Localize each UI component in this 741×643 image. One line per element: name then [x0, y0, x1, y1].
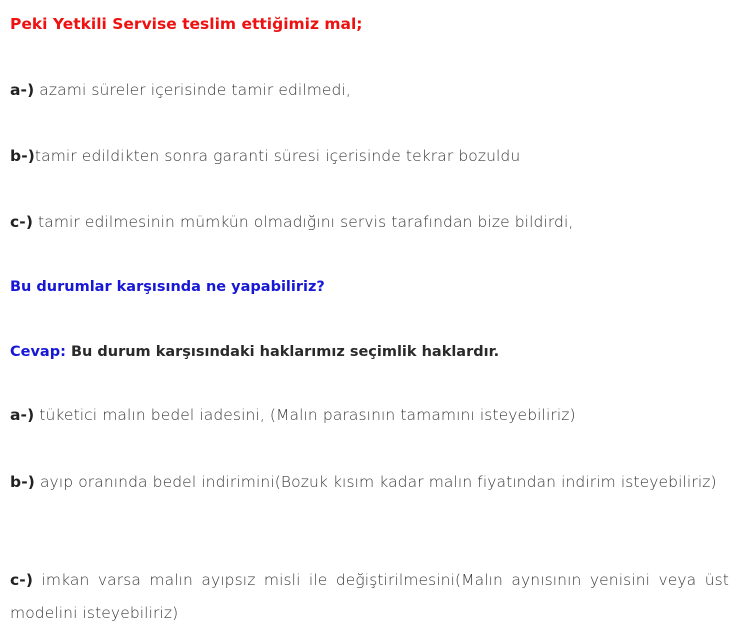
condition-text-c: tamir edilmesinin mümkün olmadığını servis tarafından bize bildirdi,	[33, 213, 574, 231]
right-text-c: imkan varsa malın ayıpsız misli ile değiştirilmesini(Malın aynısının yenisini veya üst modelini isteyebiliriz)	[10, 571, 729, 622]
right-item-a	[10, 399, 729, 432]
right-marker-c: c-)	[10, 571, 34, 589]
condition-item-b	[10, 140, 729, 173]
right-marker-b: b-)	[10, 473, 35, 491]
right-text-b: ayıp oranında bedel indirimini(Bozuk kısım kadar malın fiyatından indirim isteyebiliriz)	[34, 473, 717, 491]
condition-text-b: tamir edildikten sonra garanti süresi içerisinde tekrar bozuldu	[34, 147, 521, 165]
condition-item-c	[10, 206, 729, 239]
condition-item-a	[10, 74, 729, 107]
condition-marker-a: a-)	[10, 81, 35, 99]
condition-marker-b: b-)	[10, 147, 35, 165]
section-heading: Peki Yetkili Servise teslim ettiğimiz mal;	[10, 15, 363, 33]
condition-marker-c: c-)	[10, 213, 34, 231]
right-text-a: tüketici malın bedel iadesini, (Malın parasının tamamını isteyebiliriz)	[34, 406, 576, 424]
answer-label: Cevap:	[10, 344, 66, 360]
right-marker-a: a-)	[10, 406, 35, 424]
right-item-c	[10, 564, 729, 630]
answer-text: Bu durum karşısındaki haklarımız seçimlik haklardır.	[65, 344, 500, 360]
condition-text-a: azami süreler içerisinde tamir edilmedi,	[34, 81, 351, 99]
question-heading: Bu durumlar karşısında ne yapabiliriz?	[10, 279, 325, 295]
right-item-b	[10, 466, 729, 499]
answer-line	[10, 336, 499, 369]
